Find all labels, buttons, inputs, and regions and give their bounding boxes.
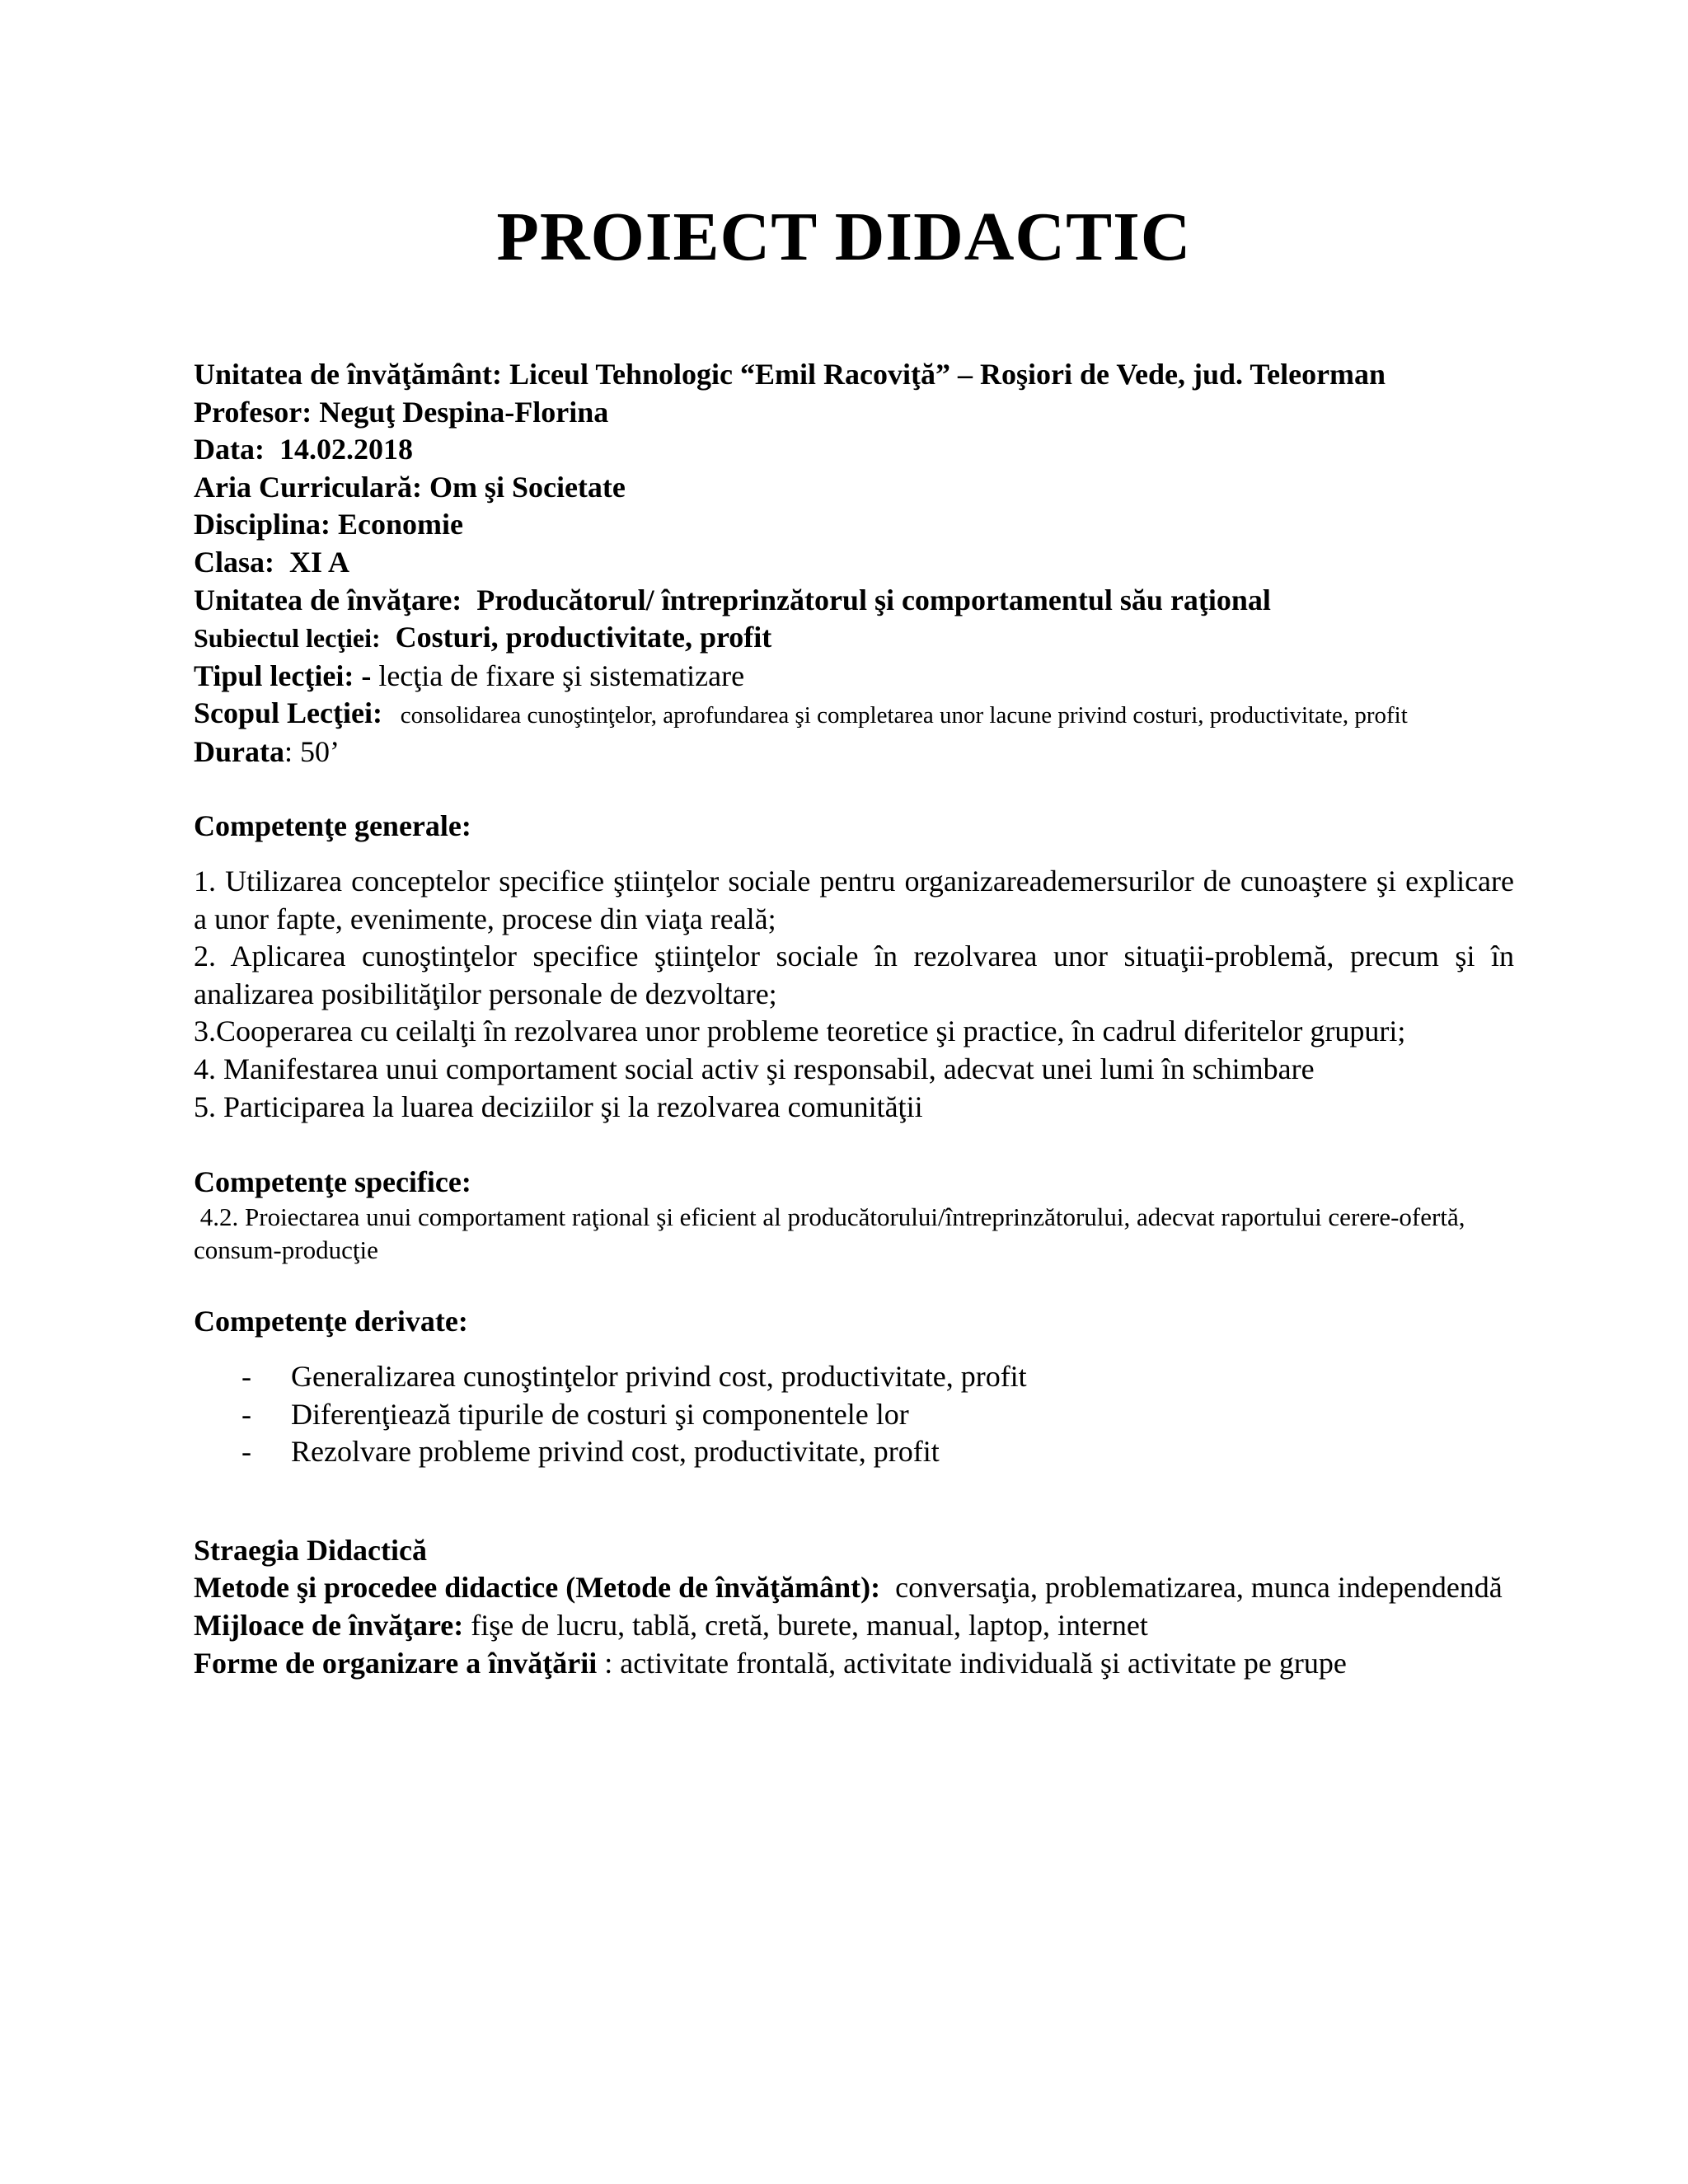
dash-bullet: - (241, 1360, 251, 1394)
competente-specifice-heading: Competenţe specifice: (194, 1165, 471, 1199)
info-unitate (194, 356, 1514, 394)
tipul-value: lecţia de fixare şi sistematizare (371, 658, 745, 692)
clasa-label: Clasa: (194, 545, 274, 579)
document-title: PROIECT DIDACTIC (496, 199, 1192, 275)
lesson-info (194, 356, 1514, 771)
metode-label: Metode şi procedee didactice (Metode de învăţământ): (194, 1571, 881, 1605)
unitate-value: Liceul Tehnologic “Emil Racoviţă” – Roşiori de Vede, jud. Teleorman (501, 358, 1386, 391)
competente-derivate-list (194, 1358, 1514, 1471)
disciplina-label: Disciplina: (194, 508, 331, 541)
metode-value: conversaţia, problematizarea, munca independendă (880, 1571, 1503, 1605)
list-item-text: Rezolvare probleme privind cost, productivitate, profit (291, 1435, 940, 1469)
scopul-label: Scopul Lecţiei: (194, 696, 382, 730)
strategie-forme (194, 1645, 1514, 1683)
competente-generale-heading: Competenţe generale: (194, 808, 471, 842)
durata-value: : 50’ (284, 735, 340, 769)
info-profesor (194, 394, 1514, 432)
info-unitate-invatare (194, 582, 1514, 620)
data-value: 14.02.2018 (264, 433, 413, 466)
profesor-label: Profesor: (194, 395, 312, 429)
info-clasa (194, 544, 1514, 582)
list-item: 4. Manifestarea unui comportament social activ şi responsabil, adecvat unei lumi în schimbare (194, 1052, 1315, 1085)
forme-value: : activitate frontală, activitate individuală şi activitate pe grupe (597, 1646, 1347, 1680)
competente-generale-list (194, 863, 1514, 1126)
strategie-section (194, 1532, 1514, 1682)
list-item (194, 1433, 1514, 1471)
subiect-value: Costuri, productivitate, profit (380, 621, 772, 654)
unitate-label: Unitatea de învăţământ: (194, 358, 502, 391)
document-body (194, 356, 1514, 1682)
forme-label: Forme de organizare a învăţării (194, 1646, 598, 1680)
info-subiect (194, 619, 1514, 658)
aria-label: Aria Curriculară: (194, 470, 422, 504)
info-disciplina (194, 506, 1514, 544)
info-tipul (194, 658, 1514, 696)
info-durata (194, 733, 1514, 771)
list-item-text: Generalizarea cunoştinţelor privind cost, productivitate, profit (291, 1360, 1027, 1394)
disciplina-value: Economie (331, 508, 464, 541)
competente-specifice-section (194, 1164, 1514, 1267)
clasa-value: XI A (274, 545, 350, 579)
scopul-value: consolidarea cunoştinţelor, aprofundarea şi completarea unor lacune privind costuri, productivitate, profit (382, 702, 1408, 729)
profesor-value: Neguţ Despina-Florina (312, 395, 609, 429)
data-label: Data: (194, 433, 265, 466)
aria-value: Om şi Societate (421, 470, 626, 504)
subiect-label: Subiectul lecţiei: (194, 623, 381, 654)
competente-specifice-text: 4.2. Proiectarea unui comportament raţional şi eficient al producătorului/întreprinzătorului, adecvat raportului cerere-ofertă, consum-producţie (194, 1202, 1472, 1265)
info-scopul (194, 698, 1514, 730)
list-item (194, 1358, 1514, 1396)
mijloace-value: fişe de lucru, tablă, cretă, burete, manual, laptop, internet (463, 1609, 1148, 1643)
list-item-text: Diferenţiează tipurile de costuri şi componentele lor (291, 1397, 909, 1431)
unitate-invatare-label: Unitatea de învăţare: (194, 583, 462, 616)
dash-bullet: - (241, 1435, 251, 1469)
competente-derivate-heading: Competenţe derivate: (194, 1305, 468, 1338)
tipul-label: Tipul lecţiei: - (194, 658, 372, 692)
mijloace-label: Mijloace de învăţare: (194, 1609, 464, 1643)
info-aria (194, 469, 1514, 507)
competente-generale-section (194, 808, 1514, 1126)
dash-bullet: - (241, 1397, 251, 1431)
strategie-mijloace (194, 1607, 1514, 1645)
info-data (194, 431, 1514, 469)
list-item: 3.Cooperarea cu ceilalţi în rezolvarea unor probleme teoretice şi practice, în cadrul diferitelor grupuri; (194, 1015, 1406, 1048)
list-item: 5. Participarea la luarea deciziilor şi la rezolvarea comunităţii (194, 1090, 923, 1123)
unitate-invatare-value: Producătorul/ întreprinzătorul şi comportamentul său raţional (462, 583, 1271, 616)
competente-derivate-section (194, 1303, 1514, 1471)
strategie-heading: Straegia Didactică (194, 1533, 427, 1567)
list-item: 1. Utilizarea conceptelor specifice ştiinţelor sociale pentru organizareademersurilor de cunoaştere şi explicare a unor fapte, evenimente, procese din viaţa reală; (194, 864, 1514, 935)
list-item (194, 1396, 1514, 1434)
list-item: 2. Aplicarea cunoştinţelor specifice ştiinţelor sociale în rezolvarea unor situaţii-problemă, precum şi în analizarea posibilităţilor personale de dezvoltare; (194, 940, 1514, 1010)
durata-label: Durata (194, 735, 284, 769)
strategie-metode (194, 1569, 1514, 1607)
